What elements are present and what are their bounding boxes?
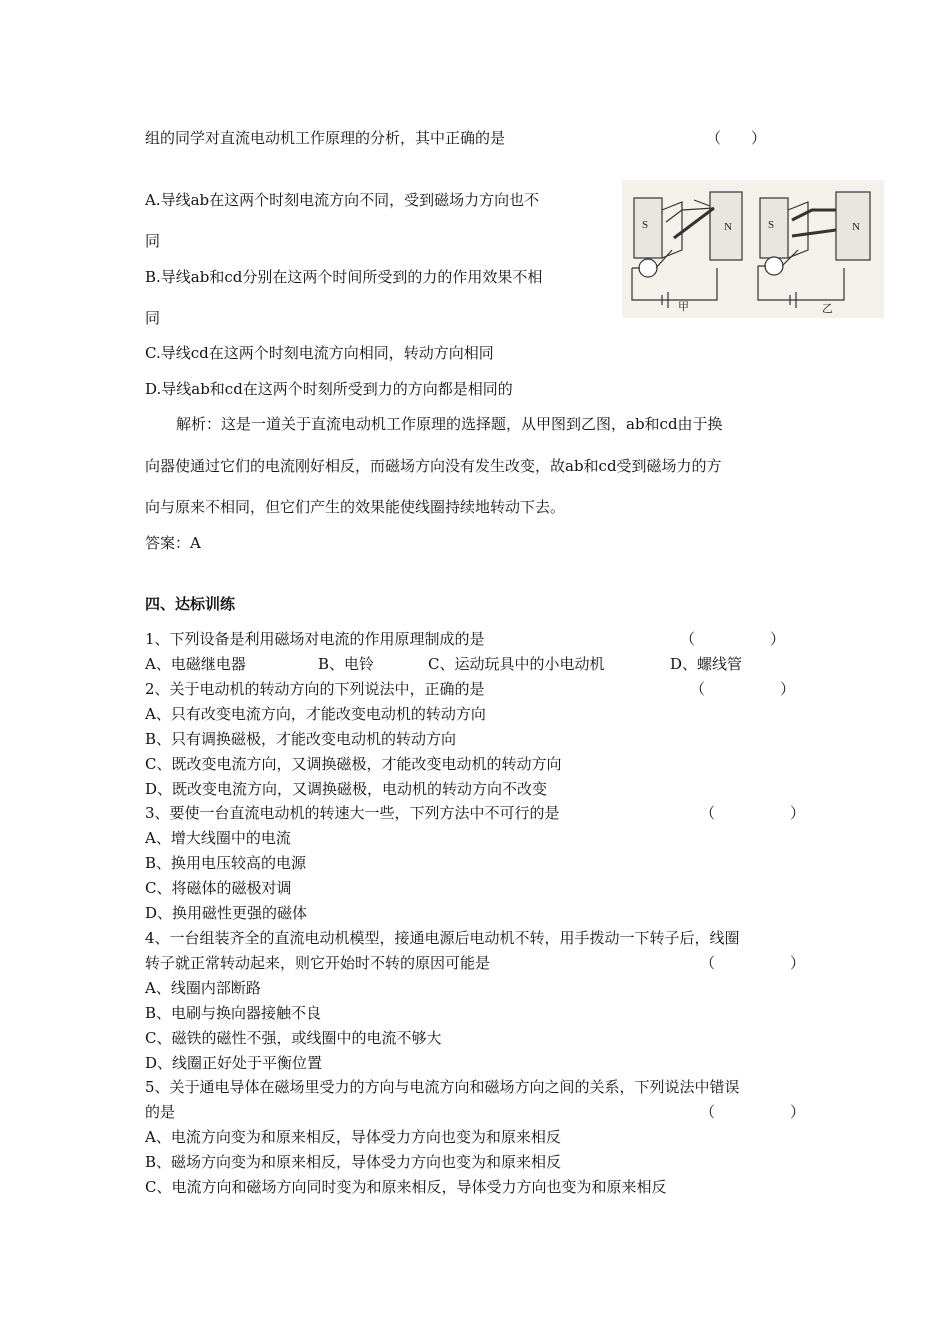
q2-option-d: D、既改变电流方向，又调换磁极，电动机的转动方向不改变: [145, 780, 548, 798]
analysis-line3: 向与原来不相同，但它们产生的效果能使线圈持续地转动下去。: [145, 498, 566, 516]
q4-option-c: C、磁铁的磁性不强，或线圈中的电流不够大: [145, 1029, 442, 1047]
question-1-blank: （ ）: [680, 630, 786, 648]
q4-option-a: A、线圈内部断路: [145, 979, 261, 997]
q3-option-a: A、增大线圈中的电流: [145, 829, 291, 847]
q1-option-d: D、螺线管: [670, 655, 743, 673]
answer-blank: （ ）: [706, 129, 767, 147]
question-4-line2: 转子就正常转动起来，则它开始时不转的原因可能是: [145, 954, 491, 972]
motor-diagram-figure: [622, 180, 884, 318]
option-b-line2: 同: [145, 309, 161, 327]
q1-option-b: B、电铃: [318, 655, 375, 673]
option-d: D.导线ab和cd在这两个时刻所受到力的方向都是相同的: [145, 380, 513, 398]
analysis-line1: 解析：这是一道关于直流电动机工作原理的选择题，从甲图到乙图，ab和cd由于换: [176, 415, 723, 433]
figure-left-label: 甲: [678, 301, 689, 313]
intro-line: 组的同学对直流电动机工作原理的分析，其中正确的是: [145, 129, 506, 147]
q3-option-b: B、换用电压较高的电源: [145, 854, 307, 872]
q2-option-a: A、只有改变电流方向，才能改变电动机的转动方向: [145, 705, 486, 723]
section-title: 四、达标训练: [145, 595, 236, 613]
question-4-line1: 4、一台组装齐全的直流电动机模型，接通电源后电动机不转，用手拨动一下转子后，线圈: [145, 929, 740, 947]
answer-text: 答案：A: [145, 534, 201, 552]
q2-option-b: B、只有调换磁极，才能改变电动机的转动方向: [145, 730, 457, 748]
question-5-line1: 5、关于通电导体在磁场里受力的方向与电流方向和磁场方向之间的关系，下列说法中错误: [145, 1078, 740, 1096]
option-c: C.导线cd在这两个时刻电流方向相同，转动方向相同: [145, 344, 494, 362]
question-3-blank: （ ）: [700, 804, 806, 822]
right-pole-s: S: [768, 219, 775, 231]
q5-option-a: A、电流方向变为和原来相反，导体受力方向也变为和原来相反: [145, 1128, 561, 1146]
q1-option-c: C、运动玩具中的小电动机: [428, 655, 605, 673]
q3-option-d: D、换用磁性更强的磁体: [145, 904, 308, 922]
question-4-blank: （ ）: [700, 954, 806, 972]
q5-option-c: C、电流方向和磁场方向同时变为和原来相反，导体受力方向也变为和原来相反: [145, 1178, 667, 1196]
left-pole-s: S: [642, 219, 649, 231]
left-pole-n: N: [724, 221, 732, 233]
q4-option-b: B、电刷与换向器接触不良: [145, 1004, 322, 1022]
figure-right-label: 乙: [822, 303, 833, 315]
question-2: 2、关于电动机的转动方向的下列说法中，正确的是: [145, 680, 485, 698]
q5-option-b: B、磁场方向变为和原来相反，导体受力方向也变为和原来相反: [145, 1153, 562, 1171]
analysis-line2: 向器使通过它们的电流刚好相反，而磁场方向没有发生改变，故ab和cd受到磁场力的方: [145, 457, 722, 475]
question-2-blank: （ ）: [690, 680, 796, 698]
option-a-line2: 同: [145, 232, 161, 250]
question-3: 3、要使一台直流电动机的转速大一些，下列方法中不可行的是: [145, 804, 560, 822]
question-1: 1、下列设备是利用磁场对电流的作用原理制成的是: [145, 630, 485, 648]
q1-option-a: A、电磁继电器: [145, 655, 246, 673]
question-5-blank: （ ）: [700, 1103, 806, 1121]
right-pole-n: N: [852, 221, 860, 233]
option-a-line1: A.导线ab在这两个时刻电流方向不同，受到磁场力方向也不: [145, 191, 540, 209]
q3-option-c: C、将磁体的磁极对调: [145, 879, 292, 897]
question-5-line2: 的是: [145, 1103, 176, 1121]
q4-option-d: D、线圈正好处于平衡位置: [145, 1054, 323, 1072]
q2-option-c: C、既改变电流方向，又调换磁极，才能改变电动机的转动方向: [145, 755, 562, 773]
option-b-line1: B.导线ab和cd分别在这两个时间所受到的力的作用效果不相: [145, 268, 543, 286]
